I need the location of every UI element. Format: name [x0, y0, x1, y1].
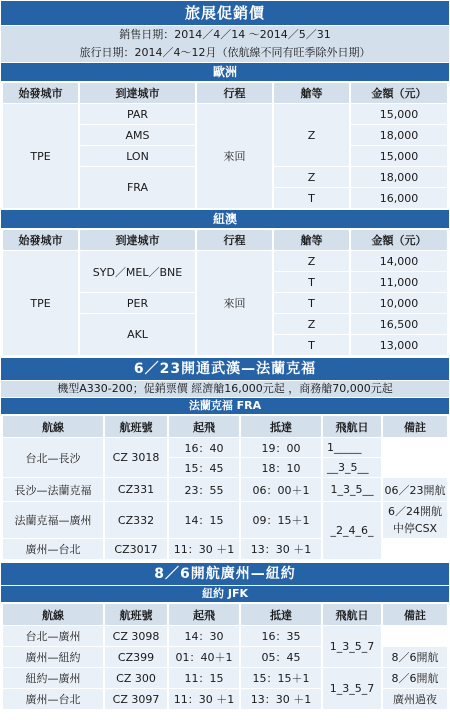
trip-cell: 來回: [197, 251, 272, 355]
depart-cell: 01：40＋1: [169, 647, 239, 667]
guangzhou-schedule-table: [1, 603, 449, 710]
col-flight: 航班號: [105, 416, 167, 437]
route-cell: 法蘭克福—廣州: [3, 502, 103, 538]
col-origin: 始發城市: [3, 230, 78, 250]
col-arrive: 抵達: [241, 604, 321, 625]
section-guangzhou-header: 8／6開航廣州—紐約: [1, 563, 449, 585]
route-cell: 長沙—法蘭克福: [3, 478, 103, 501]
col-depart: 起飛: [169, 604, 239, 625]
price-cell: 15,000: [351, 104, 447, 124]
route-cell: 台北—廣州: [3, 626, 103, 646]
col-destination: 到達城市: [80, 83, 195, 103]
destination-cell: FRA: [80, 167, 195, 208]
europe-fare-table: [1, 82, 449, 209]
col-price: 金額（元）: [351, 230, 447, 250]
arrive-cell: 13：30 ＋1: [241, 689, 321, 709]
destination-cell: LON: [80, 146, 195, 166]
class-cell: T: [274, 272, 349, 292]
remark-cell: [383, 626, 447, 646]
remark-cell: 06／23開航: [383, 478, 447, 501]
destination-cell: AMS: [80, 125, 195, 145]
depart-cell: 11：30 ＋1: [169, 539, 239, 559]
date-info: [1, 26, 449, 62]
col-class: 艙等: [274, 83, 349, 103]
col-remark: 備註: [383, 416, 447, 437]
travel-period: 旅行日期：2014／4～12月（依航線不同有旺季除外日期）: [79, 46, 371, 59]
col-route: 航線: [3, 416, 103, 437]
destination-cell: AKL: [80, 314, 195, 355]
price-cell: 11,000: [351, 272, 447, 292]
class-cell: T: [274, 188, 349, 208]
page-title: 旅展促銷價: [1, 1, 449, 25]
price-cell: 13,000: [351, 335, 447, 355]
remark-cell: [383, 502, 447, 538]
flight-cell: CZ332: [105, 502, 167, 538]
flight-cell: CZ 300: [105, 668, 167, 688]
depart-cell: 11：30 ＋1: [169, 689, 239, 709]
col-trip: 行程: [197, 230, 272, 250]
route-cell: 紐約—廣州: [3, 668, 103, 688]
flight-cell: CZ 3097: [105, 689, 167, 709]
wuhan-schedule-table: [1, 415, 449, 560]
arrive-cell: 09：15＋1: [241, 502, 321, 538]
days-cell: __3_5__: [323, 458, 381, 477]
arrive-cell: 16：35: [241, 626, 321, 646]
destination-cell: SYD／MEL／BNE: [80, 251, 195, 292]
trip-cell: 來回: [197, 104, 272, 208]
price-cell: 16,500: [351, 314, 447, 334]
days-cell: 1_3_5_7: [323, 626, 381, 667]
days-cell: 1_3_5_7: [323, 668, 381, 709]
arrive-cell: 13：30 ＋1: [241, 539, 321, 559]
wuhan-note: 機型A330-200；促銷票價 經濟艙16,000元起 ，商務艙70,000元起: [1, 381, 449, 397]
price-cell: 15,000: [351, 146, 447, 166]
col-route: 航線: [3, 604, 103, 625]
depart-cell: 15：45: [169, 458, 239, 477]
class-cell: Z: [274, 251, 349, 271]
col-depart: 起飛: [169, 416, 239, 437]
class-cell: Z: [274, 104, 349, 166]
route-cell: 廣州—紐約: [3, 647, 103, 667]
arrive-cell: 15：15＋1: [241, 668, 321, 688]
class-cell: Z: [274, 314, 349, 334]
remark-cell: 廣州過夜: [383, 689, 447, 709]
promo-flyer: [1, 1, 449, 720]
col-arrive: 抵達: [241, 416, 321, 437]
price-cell: 18,000: [351, 167, 447, 187]
route-cell: 廣州—台北: [3, 689, 103, 709]
col-class: 艙等: [274, 230, 349, 250]
price-cell: 16,000: [351, 188, 447, 208]
route-cell: 廣州—台北: [3, 539, 103, 559]
section-europe-header: 歐洲: [1, 63, 449, 81]
price-cell: 18,000: [351, 125, 447, 145]
days-cell: 1_3_5__: [323, 478, 381, 501]
col-origin: 始發城市: [3, 83, 78, 103]
origin-cell: TPE: [3, 104, 78, 208]
newyork-subheader: 紐約 JFK: [1, 586, 449, 602]
days-cell: 1_____: [323, 438, 381, 457]
col-price: 金額（元）: [351, 83, 447, 103]
origin-cell: TPE: [3, 251, 78, 355]
remark-cell: [383, 539, 447, 559]
col-flight: 航班號: [105, 604, 167, 625]
class-cell: T: [274, 293, 349, 313]
depart-cell: 14：15: [169, 502, 239, 538]
frankfurt-subheader: 法蘭克福 FRA: [1, 398, 449, 414]
sale-period: 銷售日期：2014／4／14 ～2014／5／31: [119, 28, 331, 41]
col-days: 飛航日: [323, 604, 381, 625]
depart-cell: 23：55: [169, 478, 239, 501]
col-days: 飛航日: [323, 416, 381, 437]
price-cell: 10,000: [351, 293, 447, 313]
route-cell: 台北—長沙: [3, 438, 103, 477]
remark-cell: 8／6開航: [383, 647, 447, 667]
remark-line: 6／24開航: [388, 505, 442, 518]
remark-cell: 8／6開航: [383, 668, 447, 688]
price-cell: 14,000: [351, 251, 447, 271]
arrive-cell: 18：10: [241, 458, 321, 477]
arrive-cell: 05：45: [241, 647, 321, 667]
class-cell: Z: [274, 167, 349, 187]
section-wuhan-header: 6／23開通武漢—法蘭克福: [1, 358, 449, 380]
flight-cell: CZ3017: [105, 539, 167, 559]
depart-cell: 14：30: [169, 626, 239, 646]
flight-cell: CZ 3098: [105, 626, 167, 646]
remark-cell: [383, 438, 447, 477]
col-remark: 備註: [383, 604, 447, 625]
depart-cell: 11：15: [169, 668, 239, 688]
section-oceania-header: 紐澳: [1, 210, 449, 228]
days-cell: _2_4_6_: [323, 502, 381, 559]
oceania-fare-table: [1, 229, 449, 356]
col-trip: 行程: [197, 83, 272, 103]
arrive-cell: 06：00＋1: [241, 478, 321, 501]
destination-cell: PER: [80, 293, 195, 313]
flight-cell: CZ399: [105, 647, 167, 667]
remark-line: 中停CSX: [392, 522, 438, 535]
flight-cell: CZ331: [105, 478, 167, 501]
class-cell: T: [274, 335, 349, 355]
destination-cell: PAR: [80, 104, 195, 124]
arrive-cell: 19：00: [241, 438, 321, 457]
col-destination: 到達城市: [80, 230, 195, 250]
depart-cell: 16：40: [169, 438, 239, 457]
flight-cell: CZ 3018: [105, 438, 167, 477]
